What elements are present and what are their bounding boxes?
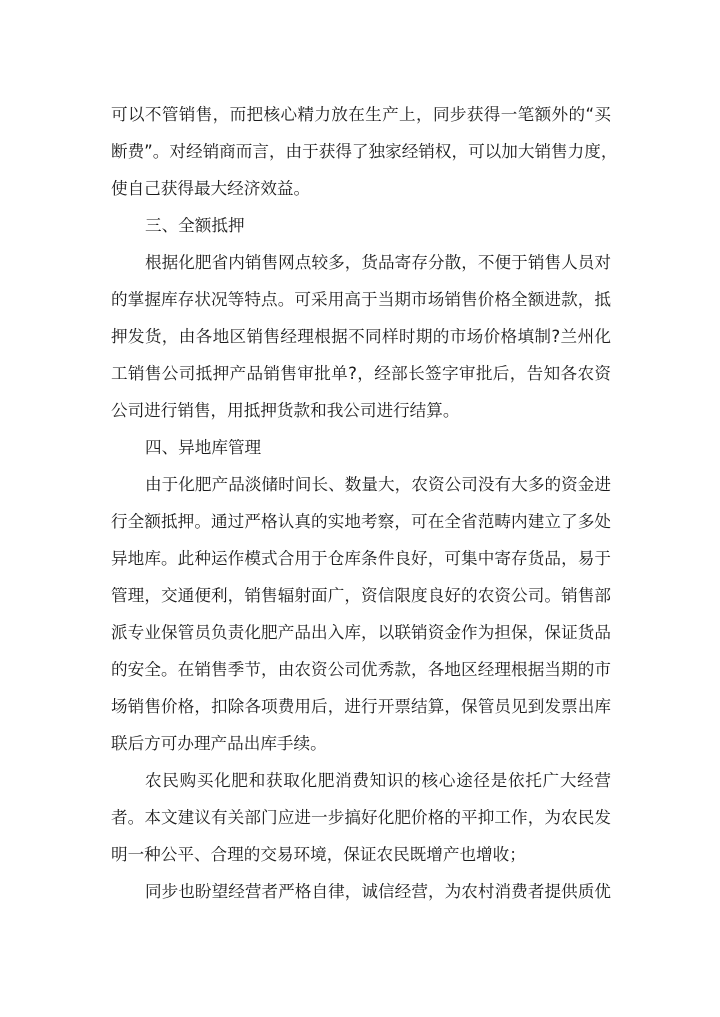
text-line: 者。本文建议有关部门应进一步搞好化肥价格的平抑工作，为农民发	[111, 808, 611, 827]
text-line: 场销售价格，扣除各项费用后，进行开票结算，保管员见到发票出库	[111, 697, 611, 716]
text-line: 使自己获得最大经济效益。	[111, 179, 311, 198]
text-line: 公司进行销售，用抵押货款和我公司进行结算。	[111, 401, 460, 420]
text-line: 管理，交通便利，销售辐射面广，资信限度良好的农资公司。销售部	[111, 586, 611, 605]
text-line: 同步也盼望经营者严格自律，诚信经营，为农村消费者提供质优	[145, 882, 611, 901]
text-line: 由于化肥产品淡储时间长、数量大，农资公司没有大多的资金进	[145, 475, 611, 494]
text-line: 农民购买化肥和获取化肥消费知识的核心途径是依托广大经营	[145, 771, 611, 790]
text-line: 行全额抵押。通过严格认真的实地考察，可在全省范畴内建立了多处	[111, 512, 611, 531]
text-line: 可以不管销售，而把核心精力放在生产上，同步获得一笔额外的“买	[111, 105, 611, 124]
text-line: 联后方可办理产品出库手续。	[111, 734, 327, 753]
text-line: 明一种公平、合理的交易环境，保证农民既增产也增收；	[111, 845, 526, 864]
text-line: 三、全额抵押	[145, 216, 245, 235]
text-line: 工销售公司抵押产品销售审批单?，经部长签字审批后，告知各农资	[111, 364, 611, 383]
text-line: 断费”。对经销商而言，由于获得了独家经销权，可以加大销售力度，	[111, 142, 618, 161]
text-line: 根据化肥省内销售网点较多，货品寄存分散，不便于销售人员对	[145, 253, 611, 272]
text-line: 押发货，由各地区销售经理根据不同样时期的市场价格填制?兰州化	[111, 327, 611, 346]
text-line: 的安全。在销售季节，由农资公司优秀款，各地区经理根据当期的市	[111, 660, 611, 679]
text-line: 的掌握库存状况等特点。可采用高于当期市场销售价格全额进款，抵	[111, 290, 611, 309]
text-line: 异地库。此种运作模式合用于仓库条件良好，可集中寄存货品，易于	[111, 549, 611, 568]
text-line: 四、异地库管理	[145, 438, 262, 457]
text-line: 派专业保管员负责化肥产品出入库，以联销资金作为担保，保证货品	[111, 623, 611, 642]
